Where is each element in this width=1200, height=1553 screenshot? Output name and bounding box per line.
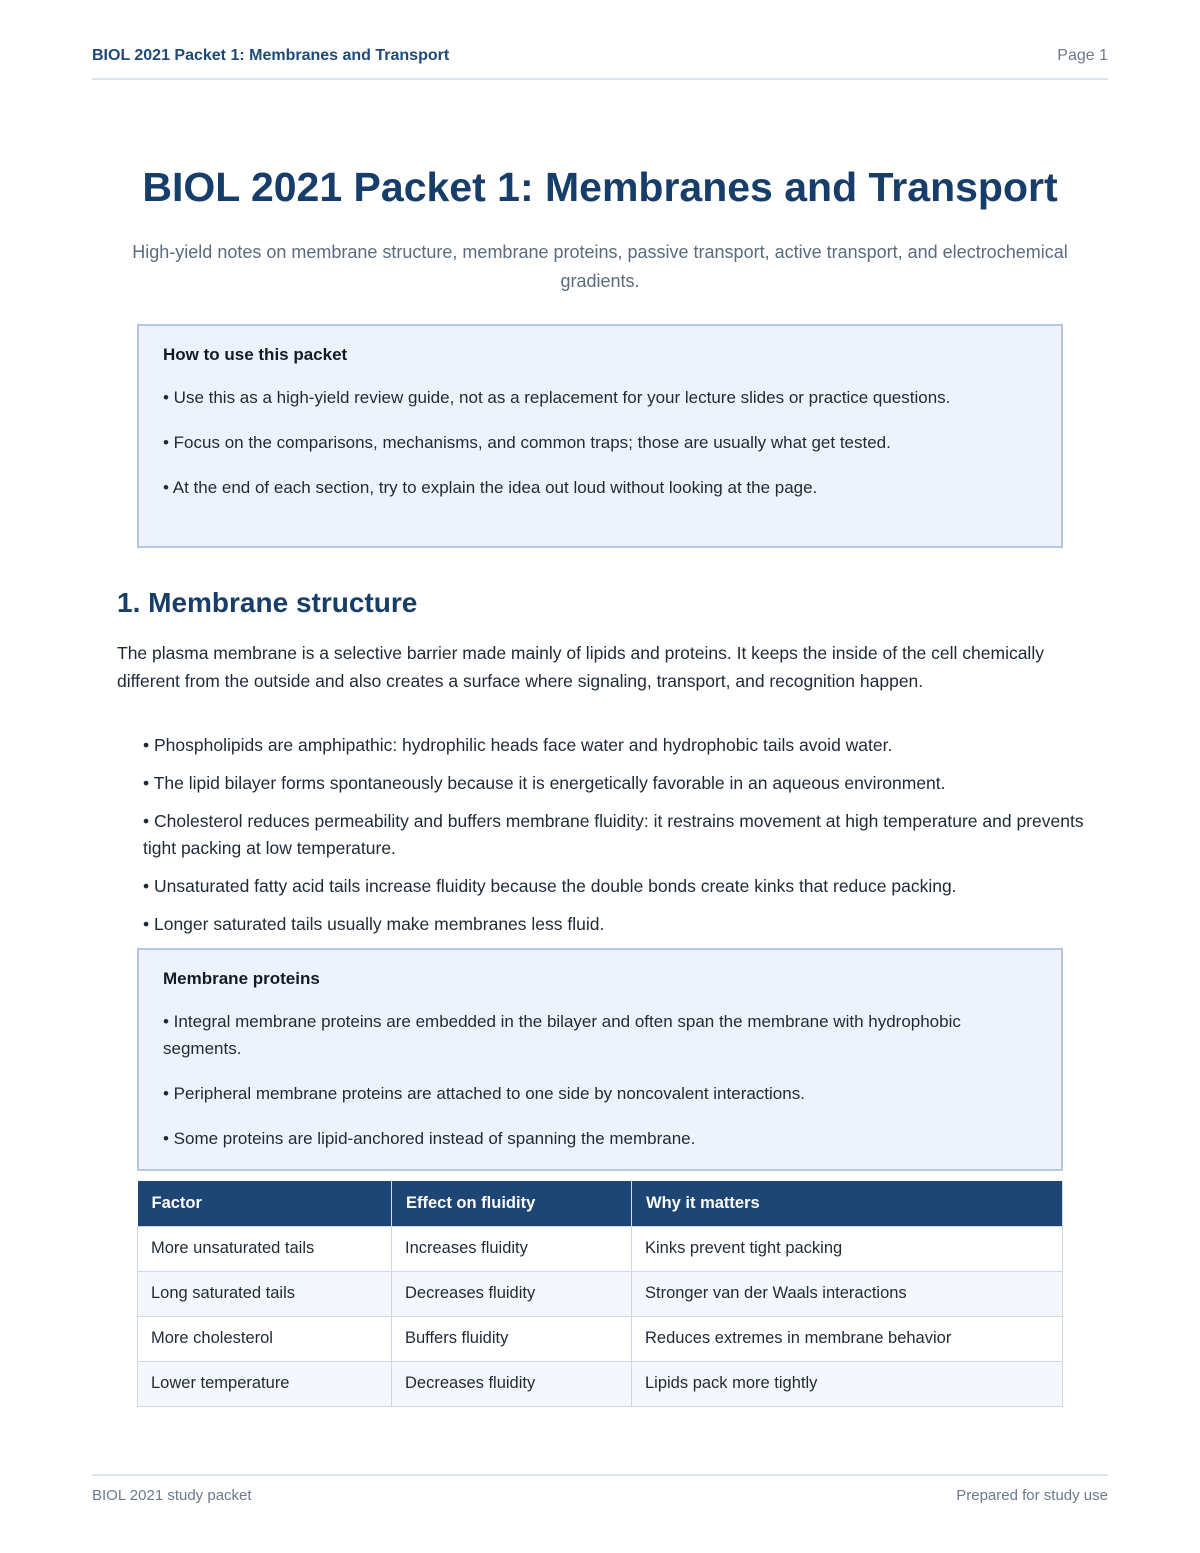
membrane-proteins-callout <box>137 948 1063 1171</box>
table-cell: Buffers fluidity <box>392 1316 632 1361</box>
callout-item: • Focus on the comparisons, mechanisms, and common traps; those are usually what get tested. <box>163 433 891 452</box>
table-row <box>138 1226 1063 1271</box>
running-header-title: BIOL 2021 Packet 1: Membranes and Transport <box>92 47 450 64</box>
page-number: Page 1 <box>1057 47 1108 64</box>
table-cell: Decreases fluidity <box>392 1271 632 1316</box>
footer-left-text: BIOL 2021 study packet <box>92 1487 252 1504</box>
section-paragraph: The plasma membrane is a selective barrier made mainly of lipids and proteins. It keeps the inside of the cell chemically different from the outside and also creates a surface where signaling, transport, and recognition happen. <box>117 643 1044 691</box>
callout-title: How to use this packet <box>163 345 348 364</box>
table-cell: More cholesterol <box>138 1316 392 1361</box>
table-row <box>138 1361 1063 1406</box>
callout-item: • Use this as a high-yield review guide, not as a replacement for your lecture slides or practice questions. <box>163 388 951 407</box>
callout-item: • Integral membrane proteins are embedded in the bilayer and often span the membrane with hydrophobic segments. <box>163 1012 961 1058</box>
section-heading: 1. Membrane structure <box>117 587 418 618</box>
table-cell: Increases fluidity <box>392 1226 632 1271</box>
table-row <box>138 1271 1063 1316</box>
bullet-item: • Longer saturated tails usually make membranes less fluid. <box>143 914 605 934</box>
bullet-item: • Unsaturated fatty acid tails increase fluidity because the double bonds create kinks that reduce packing. <box>143 876 957 896</box>
bullet-item: • Cholesterol reduces permeability and buffers membrane fluidity: it restrains movement at high temperature and prevents tight packing at low temperature. <box>143 811 1084 858</box>
callout-item: • At the end of each section, try to explain the idea out loud without looking at the page. <box>163 478 818 497</box>
footer-right-text: Prepared for study use <box>956 1487 1108 1504</box>
table-cell: Reduces extremes in membrane behavior <box>632 1316 1063 1361</box>
table-cell: Long saturated tails <box>138 1271 392 1316</box>
column-header: Factor <box>138 1181 392 1226</box>
how-to-use-callout <box>137 324 1063 548</box>
table-cell: Kinks prevent tight packing <box>632 1226 1063 1271</box>
table-cell: More unsaturated tails <box>138 1226 392 1271</box>
callout-item: • Some proteins are lipid-anchored instead of spanning the membrane. <box>163 1129 696 1148</box>
running-header <box>92 44 1108 80</box>
fluidity-table <box>137 1181 1063 1407</box>
table-cell: Lipids pack more tightly <box>632 1361 1063 1406</box>
bullet-list <box>117 732 1087 949</box>
column-header: Why it matters <box>632 1181 1063 1226</box>
table-header-row <box>138 1181 1063 1226</box>
table-row <box>138 1316 1063 1361</box>
document-subtitle: High-yield notes on membrane structure, membrane proteins, passive transport, active transport, and electrochemical gradients. <box>132 242 1068 291</box>
bullet-item: • The lipid bilayer forms spontaneously because it is energetically favorable in an aqueous environment. <box>143 773 946 793</box>
table-cell: Decreases fluidity <box>392 1361 632 1406</box>
callout-item: • Peripheral membrane proteins are attached to one side by noncovalent interactions. <box>163 1084 805 1103</box>
table-cell: Stronger van der Waals interactions <box>632 1271 1063 1316</box>
table-cell: Lower temperature <box>138 1361 392 1406</box>
callout-title: Membrane proteins <box>163 969 320 988</box>
bullet-item: • Phospholipids are amphipathic: hydrophilic heads face water and hydrophobic tails avoid water. <box>143 735 893 755</box>
running-footer <box>92 1474 1108 1504</box>
document-title: BIOL 2021 Packet 1: Membranes and Transport <box>142 164 1058 210</box>
column-header: Effect on fluidity <box>392 1181 632 1226</box>
